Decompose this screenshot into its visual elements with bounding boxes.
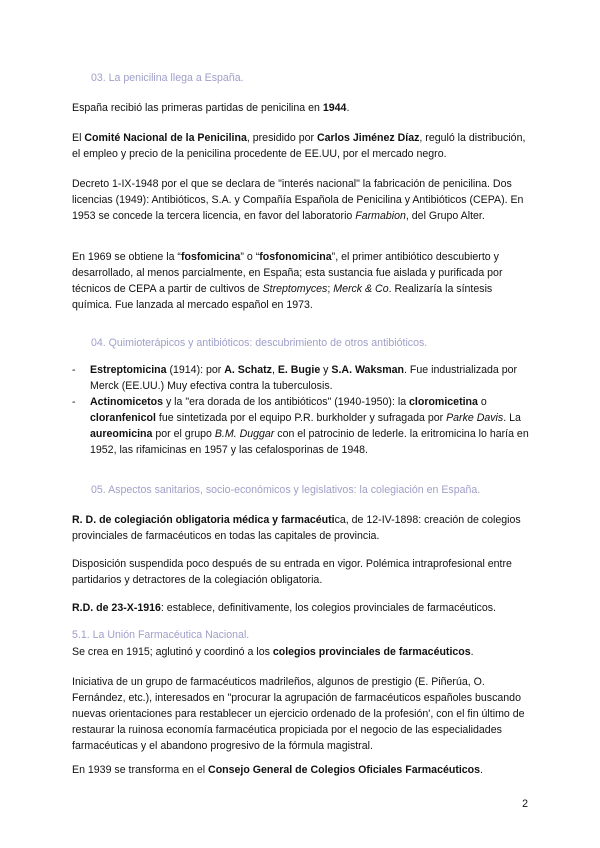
s05-paragraph-2: Disposición suspendida poco después de su entrada en vigor. Polémica intraprofesional entre partidarios y detractores de la colegiación obligatoria. (72, 558, 512, 586)
page-number: 2 (522, 798, 528, 810)
section-05-heading: 05. Aspectos sanitarios, socio-económicos y legislativos: la colegiación en España. (91, 484, 481, 496)
s05-paragraph-1: R. D. de colegiación obligatoria médica y farmacéutica, de 12-IV-1898: creación de colegios provinciales de farmacéuticos en todas las capitales de provincia. (72, 514, 521, 542)
s03-paragraph-2: El Comité Nacional de la Penicilina, presidido por Carlos Jiménez Díaz, reguló la distribución, el empleo y precio de la penicilina procedente de EE.UU, por el mercado negro. (72, 132, 526, 160)
s05-paragraph-3: R.D. de 23-X-1916: establece, definitivamente, los colegios provinciales de farmacéuticos. (72, 602, 496, 614)
s03-paragraph-3: Decreto 1-IX-1948 por el que se declara de "interés nacional" la fabricación de penicilina. Dos licencias (1949): Antibióticos, S.A. y Compañía Española de Penicilina y Antibióticos (CEPA). En 1953 se concede la tercera licencia, en favor del laboratorio Farmabion, del Grupo Alter. (72, 178, 524, 222)
list-dash: - (72, 396, 76, 408)
s05-paragraph-5: Iniciativa de un grupo de farmacéuticos madrileños, algunos de prestigio (E. Piñerúa, O. Fernández, etc.), interesados en "procurar la agrupación de farmacéuticos españoles buscando nuevas orientaciones para restablecer un ejercicio ordenado de la profesión', con el fin último de restaurar la ruinosa economía farmacéutica propiciada por el negocio de las especialidades farmacéuticas y el abandono progresivo de la fórmula magistral. (72, 676, 525, 752)
list-item: - Estreptomicina (1914): por A. Schatz, E. Bugie y S.A. Waksman. Fue industrializada por Merck (EE.UU.) Muy efectiva contra la tuberculosis. (72, 364, 518, 392)
subsection-5-1-heading: 5.1. La Unión Farmacéutica Nacional. (72, 629, 250, 641)
s05-paragraph-4: Se crea en 1915; aglutinó y coordinó a los colegios provinciales de farmacéuticos. (72, 646, 474, 658)
section-03-heading: 03. La penicilina llega a España. (91, 72, 244, 84)
s05-paragraph-6: En 1939 se transforma en el Consejo General de Colegios Oficiales Farmacéuticos. (72, 764, 483, 776)
s03-paragraph-1: España recibió las primeras partidas de penicilina en 1944. (72, 102, 350, 114)
list-item: - Actinomicetos y la "era dorada de los antibióticos" (1940-1950): la cloromicetina o cloranfenicol fue sintetizada por el equipo P.R. burkholder y sufragada por Parke Davis. La aureomicina por el grupo B.M. Duggar con el patrocinio de lederle. la eritromicina lo haría en 1952, las rifamicinas en 1957 y las cefalosporinas de 1948. (72, 396, 529, 456)
section-04-heading: 04. Quimioterápicos y antibióticos: descubrimiento de otros antibióticos. (91, 337, 428, 349)
s03-paragraph-4: En 1969 se obtiene la “fosfomicina” o “fosfonomicina”, el primer antibiótico descubierto y desarrollado, al menos parcialmente, en España; esta sustancia fue aislada y purificada por técnicos de CEPA a partir de cultivos de Streptomyces; Merck & Co. Realizaría la síntesis química. Fue lanzada al mercado español en 1973. (72, 251, 503, 311)
list-dash: - (72, 364, 76, 376)
